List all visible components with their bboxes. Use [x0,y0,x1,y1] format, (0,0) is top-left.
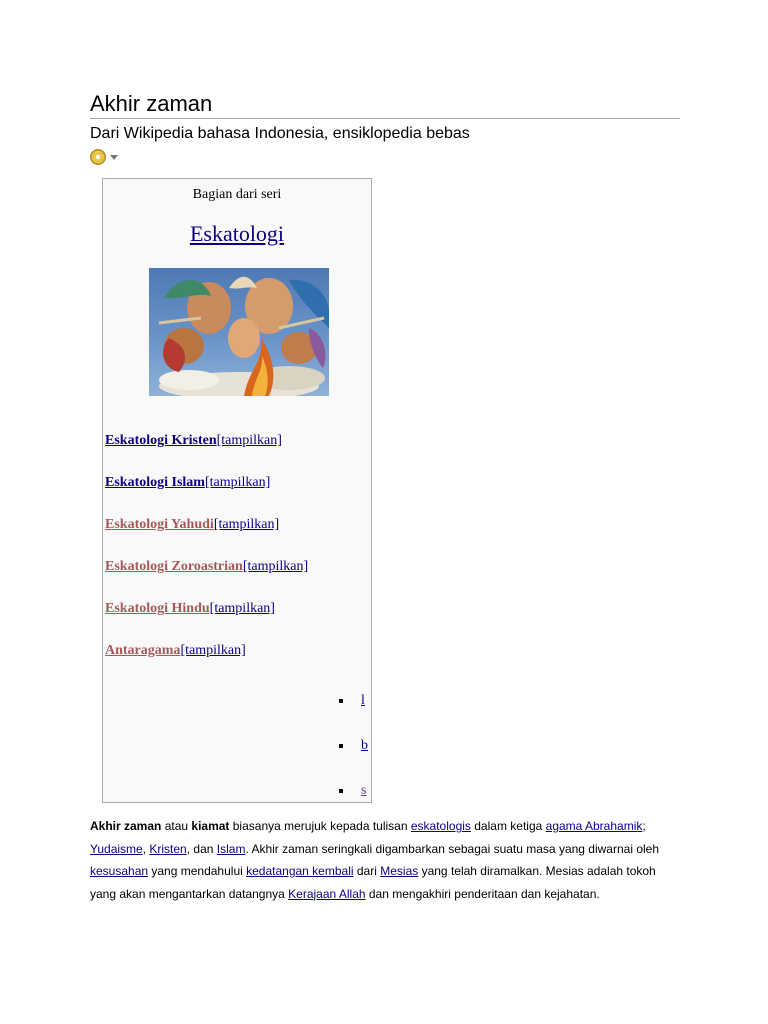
link-agama-abrahamik[interactable]: agama Abrahamik [545,819,643,833]
text: dan mengakhiri penderitaan dan kejahatan. [365,886,600,901]
infobox-row-yahudi [105,517,279,533]
navbox-link-view[interactable]: l [361,693,365,708]
navbox-item [339,783,366,799]
bold-term: kiamat [191,819,230,833]
link-eskatologis[interactable]: eskatologis [410,819,471,833]
audio-icon[interactable] [90,149,106,165]
bullet-icon [339,789,343,793]
infobox-title-link[interactable]: Eskatologi [189,221,285,246]
infobox [102,178,372,803]
infobox-series-label: Bagian dari seri [192,187,282,202]
navbox-link-talk[interactable]: b [361,738,368,753]
link-islam[interactable]: Islam [216,841,246,856]
show-toggle[interactable]: [tampilkan] [242,559,309,574]
show-toggle[interactable]: [tampilkan] [209,601,275,616]
link-kesusahan[interactable]: kesusahan [90,864,149,878]
bullet-icon [339,744,343,748]
navbox-item [339,693,365,709]
link-kerajaan-allah[interactable]: Kerajaan Allah [288,886,366,901]
text: biasanya merujuk kepada tulisan [229,819,411,833]
last-judgment-painting[interactable] [149,268,329,396]
text: yang mendahului [148,864,247,878]
text: dalam ketiga [470,819,546,833]
link-kedatangan-kembali[interactable]: kedatangan kembali [246,864,354,878]
link-yudaisme[interactable]: Yudaisme [90,841,143,856]
infobox-row-antaragama [105,643,246,659]
text: , dan [186,841,217,856]
show-toggle[interactable]: [tampilkan] [213,517,280,532]
text: yang telah diramalkan. Mesias adalah tokoh yang akan mengantarkan datangnya [90,864,656,901]
infobox-row-zoroastrian [105,559,308,575]
navbox-item [339,738,368,754]
infobox-row-islam [105,475,270,491]
eskatologi-kristen-link[interactable]: Eskatologi Kristen [105,433,217,448]
page-title: Akhir zaman [90,90,680,119]
page-subtitle: Dari Wikipedia bahasa Indonesia, ensiklopedia bebas [90,125,470,142]
text: dari [353,864,381,878]
link-kristen[interactable]: Kristen [149,841,187,856]
infobox-row-kristen [105,433,282,449]
antaragama-link[interactable]: Antaragama [105,643,181,658]
audio-button[interactable] [90,148,118,166]
text: , [142,841,150,856]
eskatologi-yahudi-link[interactable]: Eskatologi Yahudi [105,517,214,532]
text: . Akhir zaman seringkali digambarkan sebagai suatu masa yang diwarnai oleh [245,841,660,856]
eskatologi-hindu-link[interactable]: Eskatologi Hindu [105,601,210,616]
eskatologi-islam-link[interactable]: Eskatologi Islam [105,475,205,490]
text: ; [642,819,646,833]
painting-illustration [149,268,329,396]
text: atau [161,819,192,833]
infobox-row-hindu [105,601,275,617]
show-toggle[interactable]: [tampilkan] [216,433,282,448]
eskatologi-zoroastrian-link[interactable]: Eskatologi Zoroastrian [105,559,243,574]
bold-term: Akhir zaman [90,819,162,833]
dropdown-caret-icon[interactable] [110,155,118,160]
intro-paragraph [90,815,680,905]
link-mesias[interactable]: Mesias [380,864,419,878]
show-toggle[interactable]: [tampilkan] [180,643,246,658]
show-toggle[interactable]: [tampilkan] [204,475,271,490]
bullet-icon [339,699,343,703]
navbox-link-edit[interactable]: s [361,783,367,798]
